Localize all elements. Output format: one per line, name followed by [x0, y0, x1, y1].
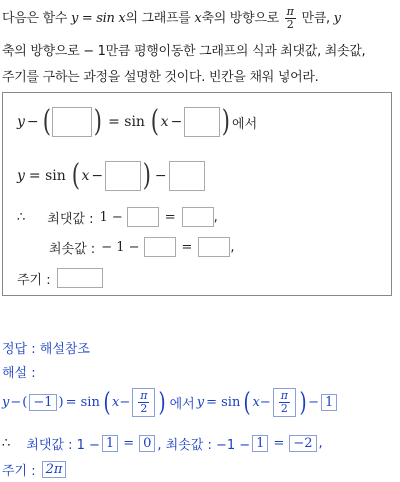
- pi-over-two: [285, 6, 296, 31]
- pi-over-two: [138, 390, 149, 415]
- minus-sign: −: [259, 395, 271, 410]
- question-text: 축의 방향으로: [201, 11, 283, 26]
- answer-fraction-box: [132, 388, 155, 417]
- answer-blank-8[interactable]: [198, 237, 230, 257]
- box-line-period: [17, 268, 103, 288]
- text-eseo: 에서: [169, 397, 195, 412]
- answer-value-box: −1: [29, 394, 56, 411]
- equals-sign: =: [123, 436, 135, 451]
- problem-box: [2, 92, 392, 296]
- right-paren: ): [299, 387, 307, 418]
- answer-blank-7[interactable]: [144, 237, 176, 257]
- var-y: y: [17, 168, 25, 184]
- var-x: x: [160, 114, 169, 130]
- right-paren: ): [94, 104, 103, 139]
- var-x: x: [81, 168, 90, 184]
- period-label: 주기 :: [17, 272, 51, 288]
- minus-sign: −: [10, 395, 22, 410]
- equals-sign: =: [273, 436, 285, 451]
- left-paren: (: [150, 104, 159, 139]
- left-paren: (: [22, 395, 28, 410]
- comma: ,: [213, 209, 218, 225]
- comma: ,: [318, 436, 323, 451]
- comma: ,: [230, 239, 235, 255]
- question-line-1: [2, 6, 341, 31]
- minus-sign: −: [26, 114, 39, 130]
- var-y: y: [17, 114, 25, 130]
- min-expression: , 최솟값 : −1 −: [157, 438, 251, 453]
- answer-blank-5[interactable]: [127, 207, 159, 227]
- minus-sign: −: [308, 395, 320, 410]
- text-eseo: 에서: [232, 116, 258, 132]
- equals-sin: = sin: [28, 168, 66, 184]
- axis-variable: x: [194, 11, 202, 26]
- fraction-numerator: π: [140, 389, 148, 402]
- min-expression: − 1 −: [101, 239, 140, 255]
- left-paren: (: [42, 104, 51, 139]
- answer-blank-6[interactable]: [182, 207, 214, 227]
- box-line-max: [17, 207, 218, 227]
- minus-sign: −: [154, 168, 167, 184]
- fraction-denominator: 2: [280, 402, 288, 415]
- right-paren: ): [158, 387, 167, 418]
- equals-sign: =: [181, 239, 193, 255]
- therefore-symbol: ∴: [2, 436, 11, 451]
- answer-value-box: 1: [321, 394, 337, 411]
- answer-value-box: 0: [139, 435, 155, 452]
- fraction-denominator: 2: [140, 402, 148, 415]
- fraction-numerator: π: [280, 389, 288, 402]
- answer-value-box: 1: [252, 435, 268, 452]
- answer-value-box: 1: [102, 435, 118, 452]
- answer-fraction-box: [273, 388, 296, 417]
- function-expression: y = sin x: [70, 11, 126, 26]
- minus-sign: −: [91, 168, 104, 184]
- answer-blank-2[interactable]: [184, 107, 220, 137]
- box-line-min: [49, 237, 235, 257]
- answer-line-3: [2, 460, 68, 479]
- answer-blank-4[interactable]: [169, 161, 205, 191]
- var-y: y: [196, 395, 205, 410]
- equals-sin: = sin: [108, 114, 145, 130]
- minus-sign: −: [170, 114, 183, 130]
- answer-blank-3[interactable]: [105, 161, 141, 191]
- therefore-symbol: ∴: [17, 209, 26, 225]
- answer-blank-1[interactable]: [52, 107, 92, 137]
- right-paren: ): [222, 104, 231, 139]
- var-x: x: [252, 395, 260, 410]
- min-label: 최솟값 :: [49, 241, 96, 257]
- answer-value-box: 2π: [42, 461, 67, 478]
- explanation-label: 해설 :: [2, 366, 36, 381]
- var-y: y: [2, 395, 10, 410]
- box-line-1: [17, 104, 258, 139]
- right-paren: ): [58, 395, 64, 410]
- fraction-numerator: π: [286, 5, 294, 18]
- left-paren: (: [243, 387, 251, 418]
- max-expression: 최댓값 : 1 −: [26, 438, 100, 453]
- left-paren: (: [103, 387, 111, 418]
- question-text: 다음은 함수: [2, 11, 71, 26]
- minus-sign: −: [119, 395, 131, 410]
- max-label: 최댓값 :: [47, 211, 94, 227]
- left-paren: (: [71, 158, 80, 193]
- answer-value-box: −2: [289, 435, 316, 452]
- answer-blank-9[interactable]: [57, 268, 103, 288]
- period-label: 주기 :: [2, 464, 36, 479]
- answer-header: 정답 : 해설참조: [2, 342, 90, 357]
- question-text: 의 그래프를: [125, 11, 195, 26]
- answer-line-2: [2, 434, 323, 453]
- question-line-2: 축의 방향으로 − 1만큼 평행이동한 그래프의 식과 최댓값, 최솟값,: [2, 44, 366, 59]
- var-x: x: [111, 395, 120, 410]
- answer-line-1: [2, 388, 339, 417]
- equals-sin: = sin: [65, 395, 100, 410]
- right-paren: ): [142, 158, 152, 193]
- box-line-2: [17, 158, 205, 193]
- fraction-denominator: 2: [286, 18, 294, 31]
- equals-sin: = sin: [206, 395, 241, 410]
- question-line-3: 주기를 구하는 과정을 설명한 것이다. 빈칸을 채워 넣어라.: [2, 70, 319, 85]
- pi-over-two: [279, 390, 290, 415]
- axis-variable: y: [333, 11, 341, 26]
- question-text: 만큼,: [297, 11, 334, 26]
- max-expression: 1 −: [99, 209, 123, 225]
- equals-sign: =: [164, 209, 176, 225]
